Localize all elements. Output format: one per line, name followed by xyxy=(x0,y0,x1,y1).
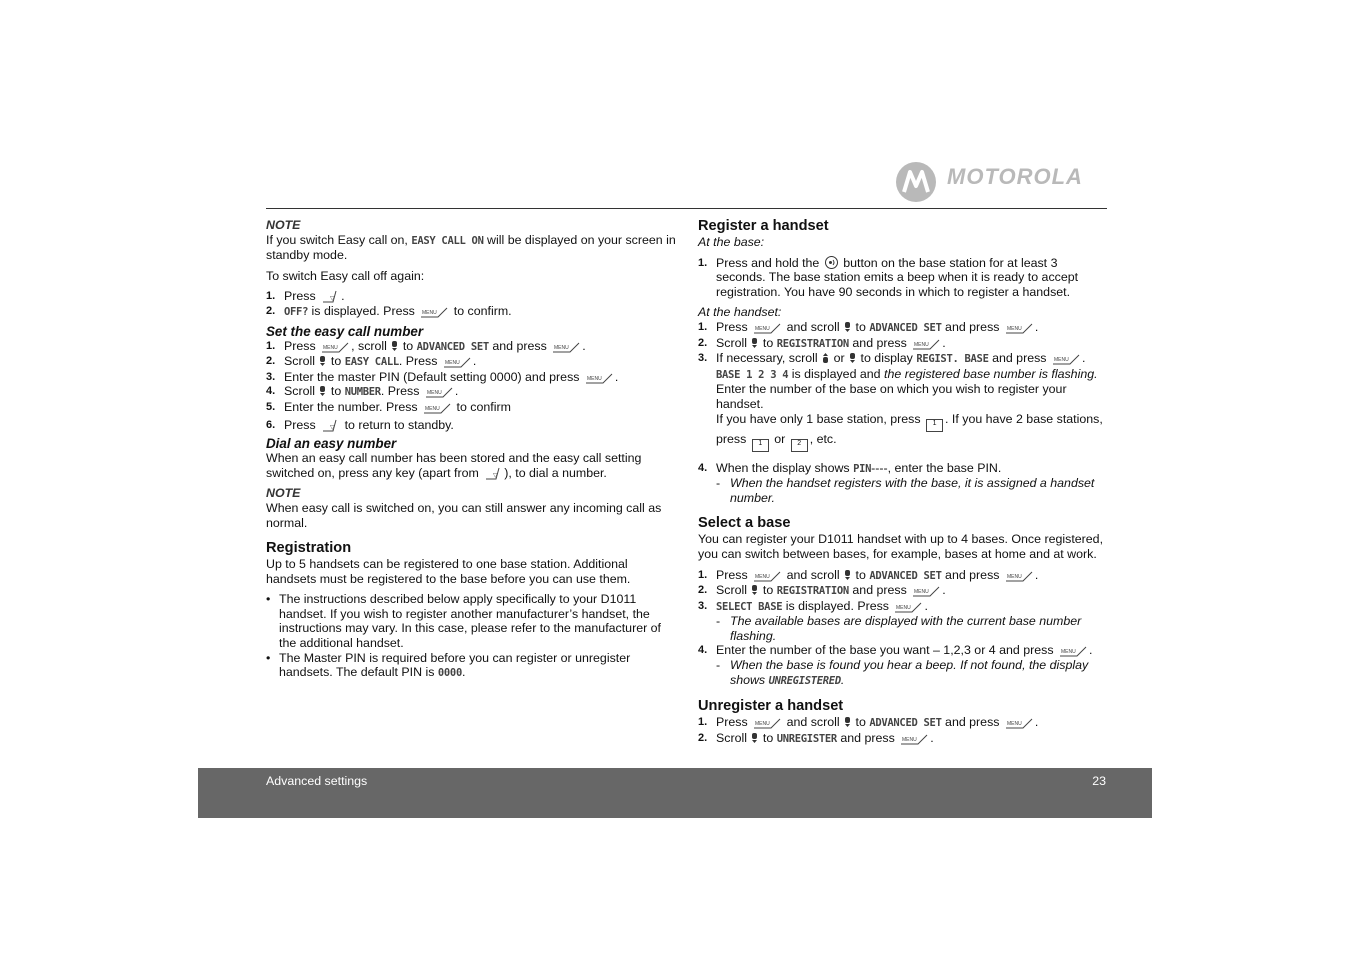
number-key-icon: 1 xyxy=(752,439,769,452)
menu-key-icon xyxy=(753,322,781,334)
menu-key-icon xyxy=(753,717,781,729)
list-item: 4. Enter the number of the base you want – 1,2,3 or 4 and press MENU . - When the base is found you hear a beep. If not found, the display shows UNREGISTERED. xyxy=(698,643,1108,688)
list-item: 1. Press and hold the button on the base station for at least 3 seconds. The base station emits a beep when it is ready to accept registration. You have 90 seconds in which to register a handset. xyxy=(698,255,1079,299)
list-item: 2. OFF? is displayed. Press MENU to confirm. xyxy=(266,303,512,318)
lcd-text: EASY CALL ON xyxy=(411,234,484,247)
menu-key-icon xyxy=(420,306,448,318)
svg-text:MENU: MENU xyxy=(914,589,930,596)
menu-key-icon xyxy=(1005,717,1033,729)
page-number: 23 xyxy=(1092,774,1106,788)
paragraph: To switch Easy call off again: xyxy=(266,268,425,283)
sub-item: - When the handset registers with the base, it is assigned a handset number. xyxy=(716,476,1095,505)
number-key-icon: 1 xyxy=(926,419,943,432)
scroll-down-icon xyxy=(391,340,398,352)
svg-text:MENU: MENU xyxy=(586,375,602,382)
svg-text:MENU: MENU xyxy=(1006,325,1022,332)
scroll-down-icon xyxy=(751,732,758,744)
svg-text:MENU: MENU xyxy=(1060,649,1076,656)
menu-key-icon xyxy=(1005,570,1033,582)
list-item: 5. Enter the number. Press MENU to confirm xyxy=(266,399,511,414)
footer-section-title: Advanced settings xyxy=(266,774,368,788)
subheading: At the base: xyxy=(698,235,765,249)
scroll-down-icon xyxy=(751,337,758,349)
menu-key-icon xyxy=(894,601,922,613)
list-item: 2. Scroll to EASY CALL. Press MENU . xyxy=(266,354,477,369)
svg-text:MENU: MENU xyxy=(914,341,930,348)
page-footer xyxy=(198,768,1152,818)
svg-text:MENU: MENU xyxy=(1006,721,1022,728)
list-item: 4. Scroll to NUMBER. Press MENU . xyxy=(266,384,459,399)
svg-text:MENU: MENU xyxy=(1053,357,1069,364)
section-heading: Dial an easy number xyxy=(266,436,397,452)
menu-key-icon xyxy=(321,341,349,353)
menu-key-icon xyxy=(1059,645,1087,657)
list-item: 2. Scroll to REGISTRATION and press MENU . xyxy=(698,335,946,350)
end-call-key-icon xyxy=(321,289,339,303)
list-item: 3. If necessary, scroll or to display REGIST. BASE and press MENU . BASE 1 2 3 4 is displayed and the registered base number is flashing. Enter the number of the base on which you wish to register your handset. If you have only 1 base station, press 1 . If you have 2 base stations, press 1 or 2 , etc. xyxy=(698,351,1108,451)
menu-key-icon xyxy=(425,386,453,398)
list-item: 1. Press MENU , scroll to ADVANCED SET and press MENU . xyxy=(266,338,586,353)
brand-name: MOTOROLA xyxy=(947,164,1083,189)
list-item: 1. Press MENU and scroll to ADVANCED SET and press MENU . xyxy=(698,567,1039,582)
note-label: NOTE xyxy=(266,218,301,232)
note-label: NOTE xyxy=(266,486,301,501)
scroll-down-icon xyxy=(319,355,326,367)
section-heading: Select a base xyxy=(698,515,791,532)
svg-text:MENU: MENU xyxy=(896,604,912,611)
list-item: 4. When the display shows PIN----, enter the base PIN. - When the handset registers with the base, it is assigned a handset number. xyxy=(698,461,1108,506)
number-key-icon: 2 xyxy=(791,439,808,452)
section-heading: Register a handset xyxy=(698,218,829,234)
list-item: • The Master PIN is required before you can register or unregister handsets. The default PIN is 0000. xyxy=(266,650,631,680)
svg-text:MENU: MENU xyxy=(426,390,442,397)
svg-text:MENU: MENU xyxy=(444,360,460,367)
svg-text:MENU: MENU xyxy=(323,344,338,351)
list-item: 3. SELECT BASE is displayed. Press MENU . - The available bases are displayed with the current base number flashing. xyxy=(698,599,1108,644)
subheading: At the handset: xyxy=(698,305,782,320)
base-steps xyxy=(698,256,1108,300)
scroll-down-icon xyxy=(844,321,851,333)
right-column xyxy=(698,218,1108,746)
menu-key-icon xyxy=(443,356,471,368)
svg-text:MENU: MENU xyxy=(422,309,438,316)
note-text: When easy call is switched on, you can still answer any incoming call as normal. xyxy=(266,500,662,530)
menu-key-icon xyxy=(423,402,451,414)
section-heading: Registration xyxy=(266,540,352,557)
scroll-down-icon xyxy=(751,584,758,596)
set-steps xyxy=(266,339,676,433)
list-item: 1. Press ▽ . xyxy=(266,289,345,304)
scroll-down-icon xyxy=(844,716,851,728)
svg-text:MENU: MENU xyxy=(425,405,440,412)
unregister-steps xyxy=(698,715,1108,746)
motorola-logo xyxy=(896,162,1108,204)
paragraph: You can register your D1011 handset with up to 4 bases. Once registered, you can switch between bases, for example, bases at home and at work. xyxy=(698,532,1104,561)
paragraph: When an easy call number has been stored and the easy call setting switched on, press any key (apart from ▽ ), to dial a number. xyxy=(266,451,642,480)
list-item: 2. Scroll to UNREGISTER and press MENU . xyxy=(698,730,934,745)
paragraph: Up to 5 handsets can be registered to one base station. Additional handsets must be registered to the base before you can use them. xyxy=(266,557,631,586)
svg-text:MENU: MENU xyxy=(902,736,917,743)
menu-key-icon xyxy=(912,338,940,350)
section-heading: Set the easy call number xyxy=(266,323,424,339)
svg-text:MENU: MENU xyxy=(554,344,569,351)
scroll-down-icon xyxy=(849,352,856,364)
list-item: 2. Scroll to REGISTRATION and press MENU . xyxy=(698,583,946,598)
handset-steps xyxy=(698,320,1108,505)
scroll-down-icon xyxy=(844,569,851,581)
scroll-down-icon xyxy=(319,385,326,397)
menu-key-icon xyxy=(912,585,940,597)
menu-key-icon xyxy=(585,372,613,384)
off-steps xyxy=(266,289,676,319)
select-steps xyxy=(698,568,1108,689)
menu-key-icon xyxy=(1005,322,1033,334)
svg-text:▽: ▽ xyxy=(330,296,335,303)
list-item: 3. Enter the master PIN (Default setting 0000) and press MENU . xyxy=(266,369,619,384)
svg-text:MENU: MENU xyxy=(1006,573,1022,580)
note-text: If you switch Easy call on, EASY CALL ON will be displayed on your screen in standby mode. xyxy=(266,232,676,263)
menu-key-icon xyxy=(753,570,781,582)
list-item: • The instructions described below apply specifically to your D1011 handset. If you wish to register another manufacturer’s handset, the instructions may vary. In this case, please refer to the manufacturer of the additional handset. xyxy=(266,592,661,651)
svg-text:MENU: MENU xyxy=(755,573,770,580)
svg-text:MENU: MENU xyxy=(755,721,770,728)
left-column xyxy=(266,218,676,681)
bullet-list xyxy=(266,592,676,681)
header-rule xyxy=(266,208,1107,209)
list-item: 6. Press ▽ to return to standby. xyxy=(266,417,454,432)
end-call-key-icon xyxy=(484,466,502,480)
sub-item: - The available bases are displayed with the current base number flashing. xyxy=(716,614,1082,643)
motorola-logo-icon xyxy=(896,162,936,202)
svg-text:MENU: MENU xyxy=(755,325,770,332)
scroll-up-icon xyxy=(822,352,829,364)
svg-text:▽: ▽ xyxy=(493,472,498,479)
menu-key-icon xyxy=(552,341,580,353)
menu-key-icon xyxy=(1052,353,1080,365)
list-item: 1. Press MENU and scroll to ADVANCED SET and press MENU . xyxy=(698,319,1039,334)
paging-button-icon xyxy=(825,256,838,269)
end-call-key-icon xyxy=(321,418,339,432)
list-item: 1. Press MENU and scroll to ADVANCED SET and press MENU . xyxy=(698,715,1039,730)
svg-text:▽: ▽ xyxy=(330,424,335,431)
sub-item: - When the base is found you hear a beep. If not found, the display shows UNREGISTERED. xyxy=(716,658,1089,687)
section-heading: Unregister a handset xyxy=(698,698,844,715)
menu-key-icon xyxy=(900,733,928,745)
